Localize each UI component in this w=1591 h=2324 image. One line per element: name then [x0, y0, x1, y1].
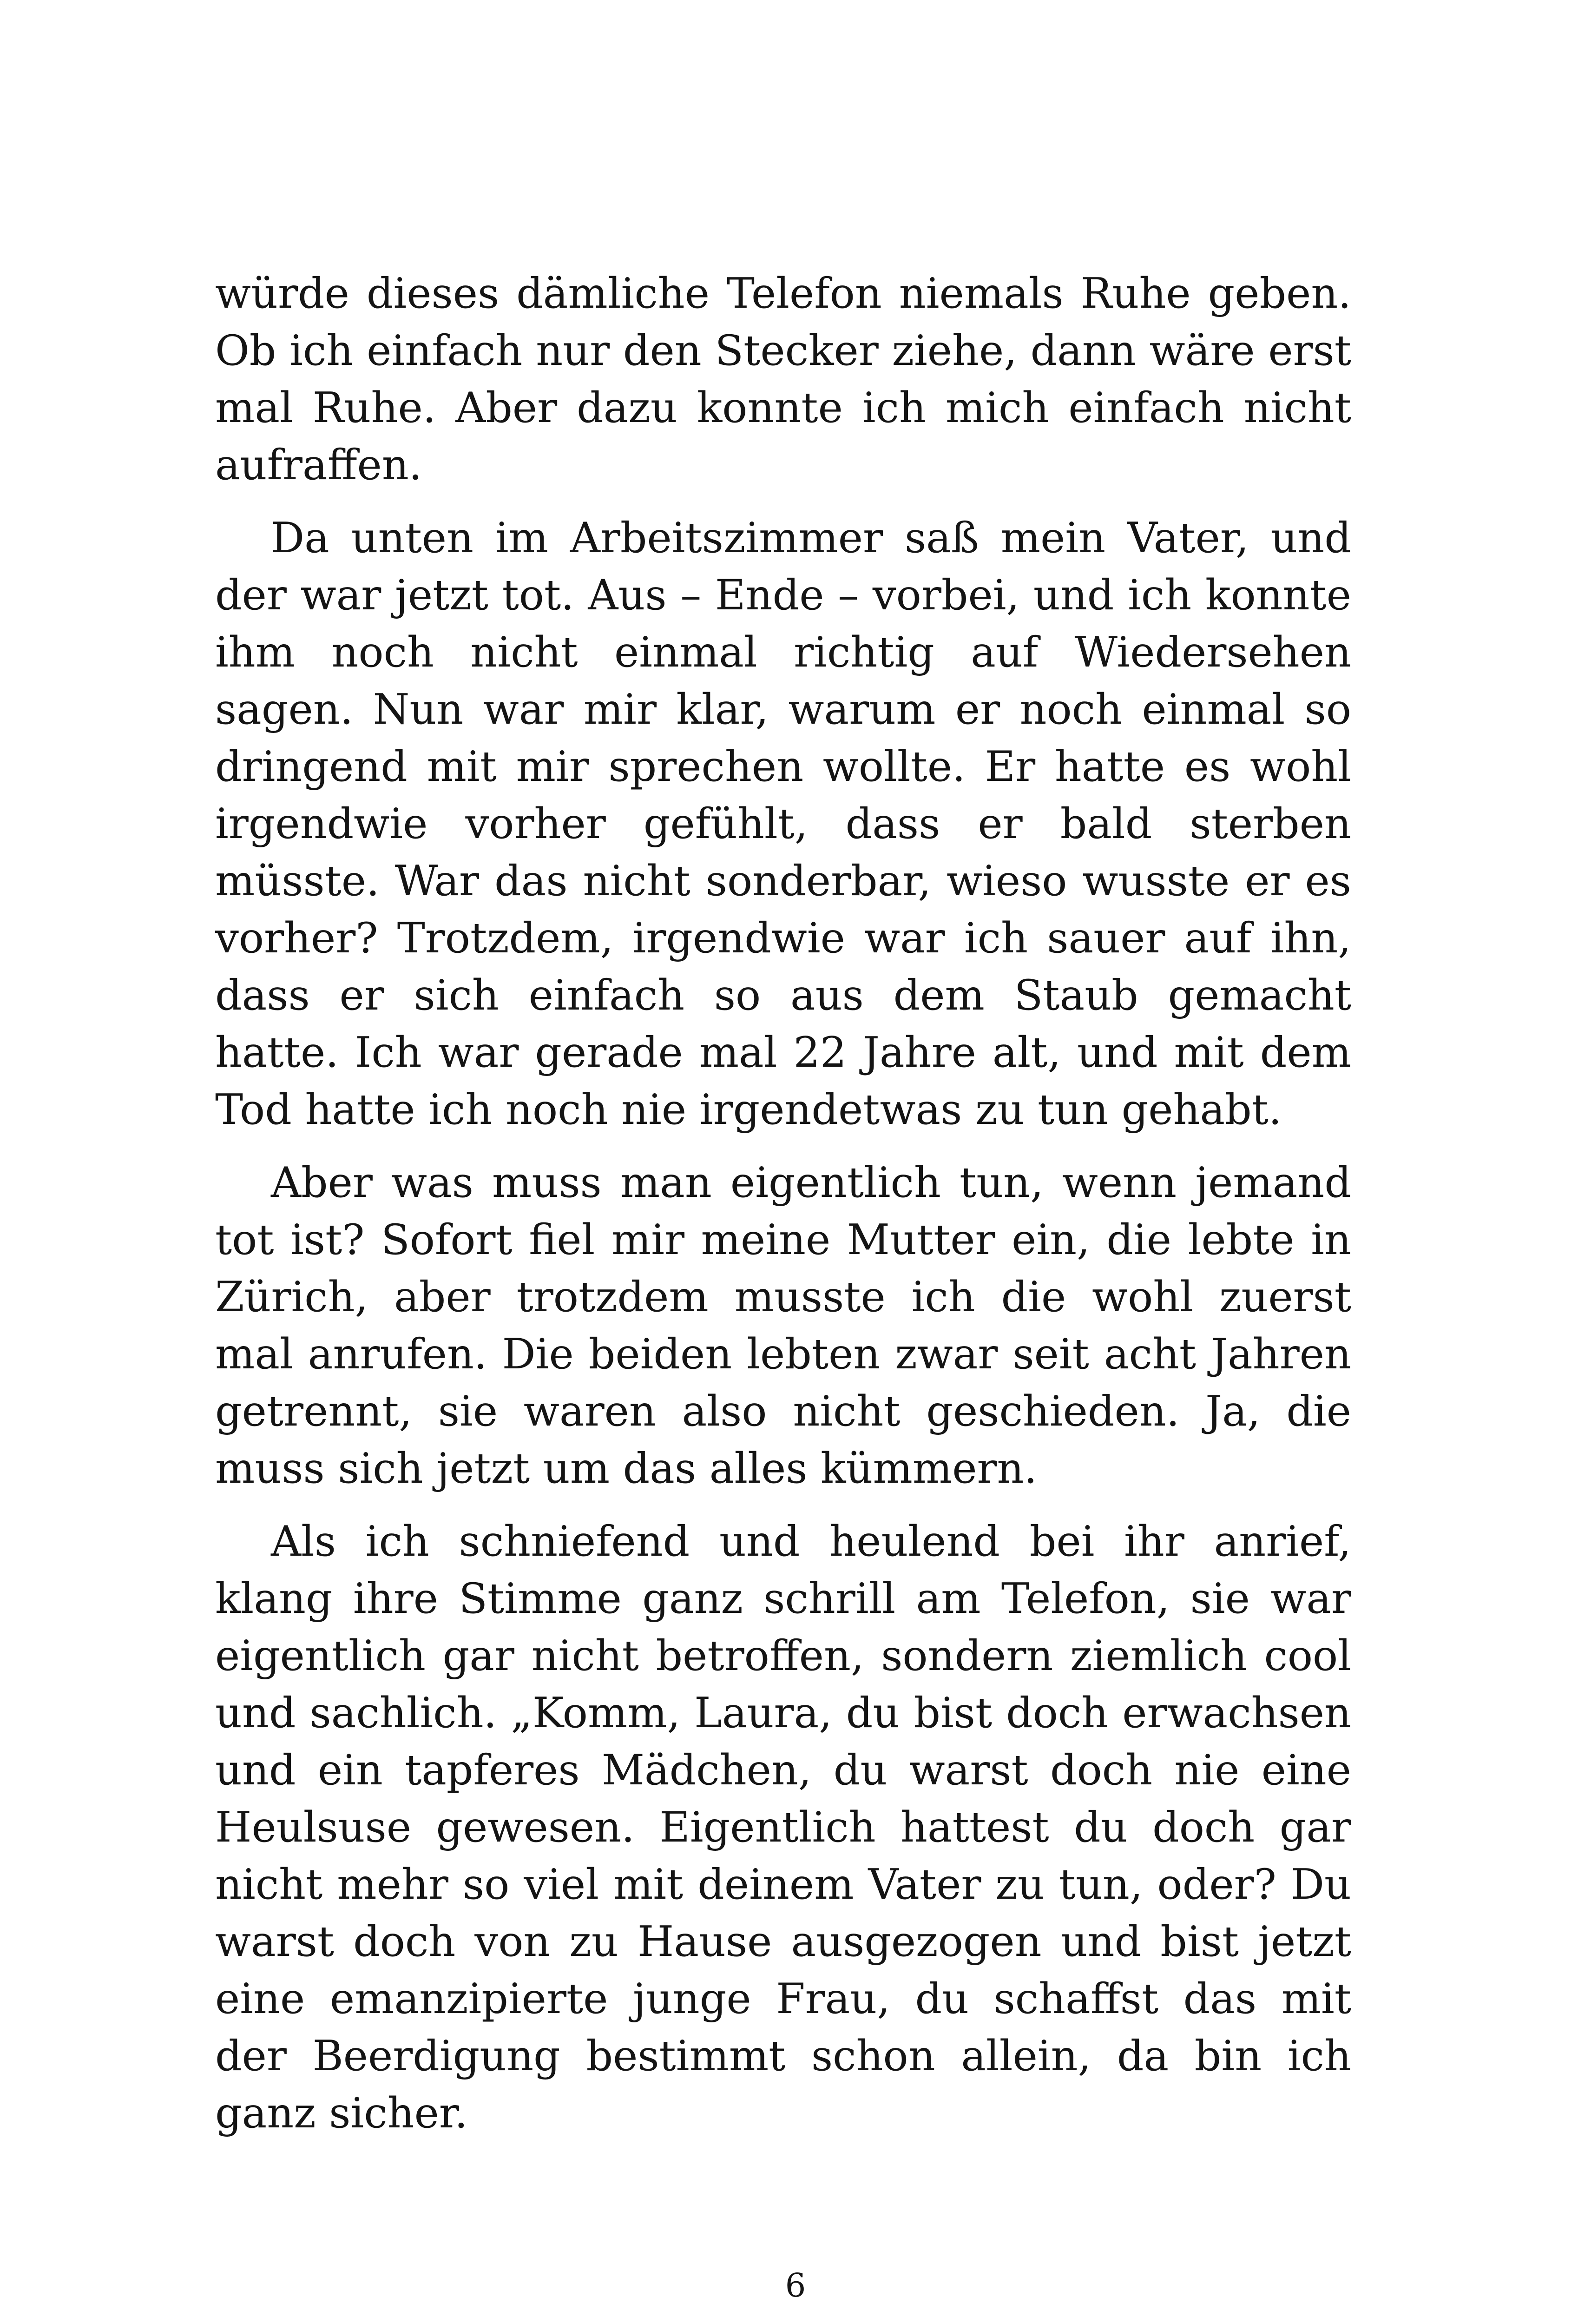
paragraph-mother: Aber was muss man eigentlich tun, wenn jemand tot ist? Sofort fiel mir meine Mutter ein, die lebte in Zürich, aber trotzdem musste ich die wohl zuerst mal anrufen. Die beiden lebten zwar seit acht Jahren getrennt, sie waren also nicht geschieden. Ja, die muss sich jetzt um das alles kümmern.: [215, 1158, 1351, 1493]
page-number: 6: [785, 2266, 806, 2304]
paragraph-father: Da unten im Arbeitszimmer saß mein Vater, und der war jetzt tot. Aus – Ende – vorbei, und ich konnte ihm noch nicht einmal richtig auf Wiedersehen sagen. Nun war mir klar, warum er noch einmal so dringend mit mir sprechen wollte. Er hatte es wohl irgendwie vorher gefühlt, dass er bald sterben müsste. War das nicht sonderbar, wieso wusste er es vorher? Trotzdem, irgendwie war ich sauer auf ihn, dass er sich einfach so aus dem Staub gemacht hatte. Ich war gerade mal 22 Jahre alt, und mit dem Tod hatte ich noch nie irgendetwas zu tun gehabt.: [215, 514, 1351, 1134]
body-text: [215, 265, 1351, 2158]
paragraph-phone-call: Als ich schniefend und heulend bei ihr anrief, klang ihre Stimme ganz schrill am Telefon, sie war eigentlich gar nicht betroffen, sondern ziemlich cool und sachlich. „Komm, Laura, du bist doch erwachsen und ein tapferes Mädchen, du warst doch nie eine Heulsuse gewesen. Eigentlich hattest du doch gar nicht mehr so viel mit deinem Vater zu tun, oder? Du warst doch von zu Hause ausgezogen und bist jetzt eine emanzipierte junge Frau, du schaffst das mit der Beerdigung bestimmt schon allein, da bin ich ganz sicher.: [215, 1517, 1351, 2138]
paragraph-continuation: würde dieses dämliche Telefon niemals Ruhe geben. Ob ich einfach nur den Stecker ziehe, dann wäre erst mal Ruhe. Aber dazu konnte ich mich einfach nicht aufraffen.: [215, 269, 1351, 489]
